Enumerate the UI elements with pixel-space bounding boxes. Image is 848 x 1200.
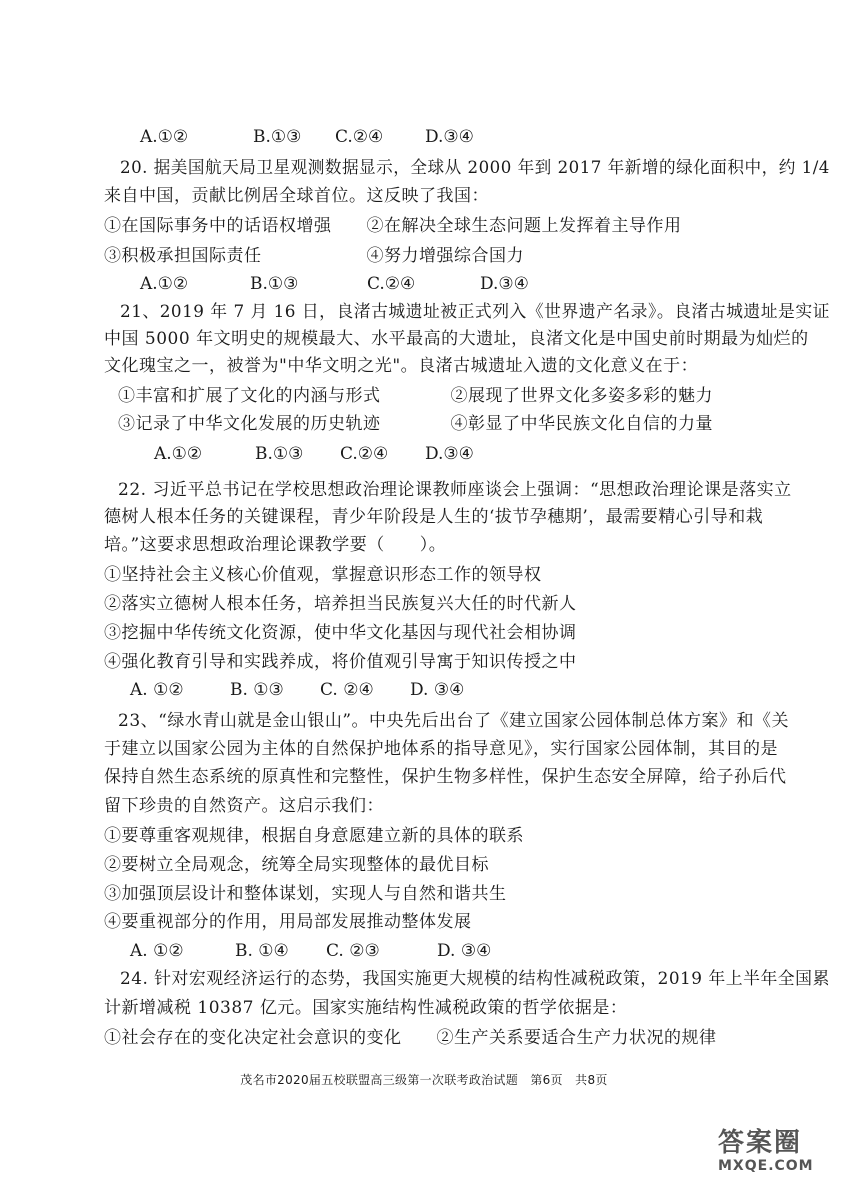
q20-option-b: B.①③: [250, 274, 299, 294]
q19-option-d: D.③④: [425, 127, 474, 147]
q24-stem-line-2: 计新增减税 10387 亿元。国家实施结构性减税政策的哲学依据是：: [104, 998, 628, 1018]
q22-choice-line-1: ①坚持社会主义核心价值观，掌握意识形态工作的领导权: [104, 565, 542, 585]
site-logo: [718, 1128, 828, 1180]
q20-stem-line-1: 20. 据美国航天局卫星观测数据显示，全球从 2000 年到 2017 年新增的绿化面积中，约 1/4: [120, 158, 830, 178]
q20-option-c: C.②④: [367, 274, 416, 294]
q20-choice-line-2: ③积极承担国际责任 ④努力增强综合国力: [104, 246, 524, 266]
q23-choice-line-2: ②要树立全局观念，统筹全局实现整体的最优目标: [104, 855, 489, 875]
q20-option-d: D.③④: [480, 274, 529, 294]
q23-choice-line-3: ③加强顶层设计和整体谋划，实现人与自然和谐共生: [104, 884, 507, 904]
q22-choice-line-4: ④强化教育引导和实践养成，将价值观引导寓于知识传授之中: [104, 652, 577, 672]
q21-option-c: C.②④: [340, 444, 389, 464]
q22-choice-line-2: ②落实立德树人根本任务，培养担当民族复兴大任的时代新人: [104, 594, 577, 614]
q21-stem-line-1: 21、2019 年 7 月 16 日，良渚古城遗址被正式列入《世界遗产名录》。良渚古城遗址是实证: [120, 302, 830, 322]
q19-options: [0, 126, 848, 148]
q20-option-a: A.①②: [140, 274, 189, 294]
q19-option-b: B.①③: [253, 127, 302, 147]
q22-option-b: B. ①③: [230, 680, 284, 700]
page-footer: 茂名市2020届五校联盟高三级第一次联考政治试题 第6页 共8页: [240, 1073, 608, 1087]
q22-stem-line-1: 22. 习近平总书记在学校思想政治理论课教师座谈会上强调：“思想政治理论课是落实立: [118, 480, 792, 500]
q23-option-c: C. ②③: [326, 941, 380, 961]
q22-option-c: C. ②④: [320, 680, 374, 700]
q20-choice-line-1: ①在国际事务中的话语权增强 ②在解决全球生态问题上发挥着主导作用: [104, 216, 682, 236]
q23-stem-line-2: 于建立以国家公园为主体的自然保护地体系的指导意见》，实行国家公园体制，其目的是: [104, 739, 778, 759]
q21-stem-line-3: 文化瑰宝之一，被誉为"中华文明之光"。良渚古城遗址入遗的文化意义在于：: [104, 356, 699, 376]
q24-choice-line-1: ①社会存在的变化决定社会意识的变化 ②生产关系要适合生产力状况的规律: [104, 1028, 717, 1048]
q23-option-b: B. ①④: [235, 941, 289, 961]
q22-options: [0, 679, 848, 701]
q22-choice-line-3: ③挖掘中华传统文化资源，使中华文化基因与现代社会相协调: [104, 623, 577, 643]
q21-stem-line-2: 中国 5000 年文明史的规模最大、水平最高的大遗址，良渚文化是中国史前时期最为灿烂的: [104, 329, 809, 349]
q23-choice-line-1: ①要尊重客观规律，根据自身意愿建立新的具体的联系: [104, 826, 524, 846]
q22-stem-line-2: 德树人根本任务的关键课程，青少年阶段是人生的‘拔节孕穗期’，最需要精心引导和栽: [104, 507, 764, 527]
q22-stem-line-3: 培。”这要求思想政治理论课教学要（ ）。: [104, 535, 447, 555]
q21-option-d: D.③④: [425, 444, 474, 464]
q21-option-a: A.①②: [154, 444, 203, 464]
q23-stem-line-4: 留下珍贵的自然资产。这启示我们：: [104, 796, 384, 816]
logo-mark: 答案圈: [718, 1128, 803, 1158]
q22-option-a: A. ①②: [130, 680, 184, 700]
q24-stem-line-1: 24. 针对宏观经济运行的态势，我国实施更大规模的结构性减税政策，2019 年上半年全国累: [120, 969, 830, 989]
q20-stem-line-2: 来自中国，贡献比例居全球首位。这反映了我国：: [104, 186, 489, 206]
q23-choice-line-4: ④要重视部分的作用，用局部发展推动整体发展: [104, 912, 472, 932]
q23-option-d: D. ③④: [437, 941, 492, 961]
q23-stem-line-3: 保持自然生态系统的原真性和完整性，保护生物多样性，保护生态安全屏障，给子孙后代: [104, 767, 787, 787]
q21-option-b: B.①③: [255, 444, 304, 464]
q21-choice-line-2: ③记录了中华文化发展的历史轨迹 ④彰显了中华民族文化自信的力量: [118, 414, 713, 434]
logo-domain: MXQE.COM: [718, 1158, 814, 1174]
q20-options: [0, 273, 848, 295]
q23-stem-line-1: 23、“绿水青山就是金山银山”。中央先后出台了《建立国家公园体制总体方案》和《关: [118, 711, 790, 731]
q19-option-c: C.②④: [335, 127, 384, 147]
q23-options: [0, 940, 848, 962]
q22-option-d: D. ③④: [410, 680, 465, 700]
q21-choice-line-1: ①丰富和扩展了文化的内涵与形式 ②展现了世界文化多姿多彩的魅力: [118, 386, 713, 406]
q19-option-a: A.①②: [140, 127, 189, 147]
q21-options: [0, 443, 848, 465]
q23-option-a: A. ①②: [130, 941, 184, 961]
